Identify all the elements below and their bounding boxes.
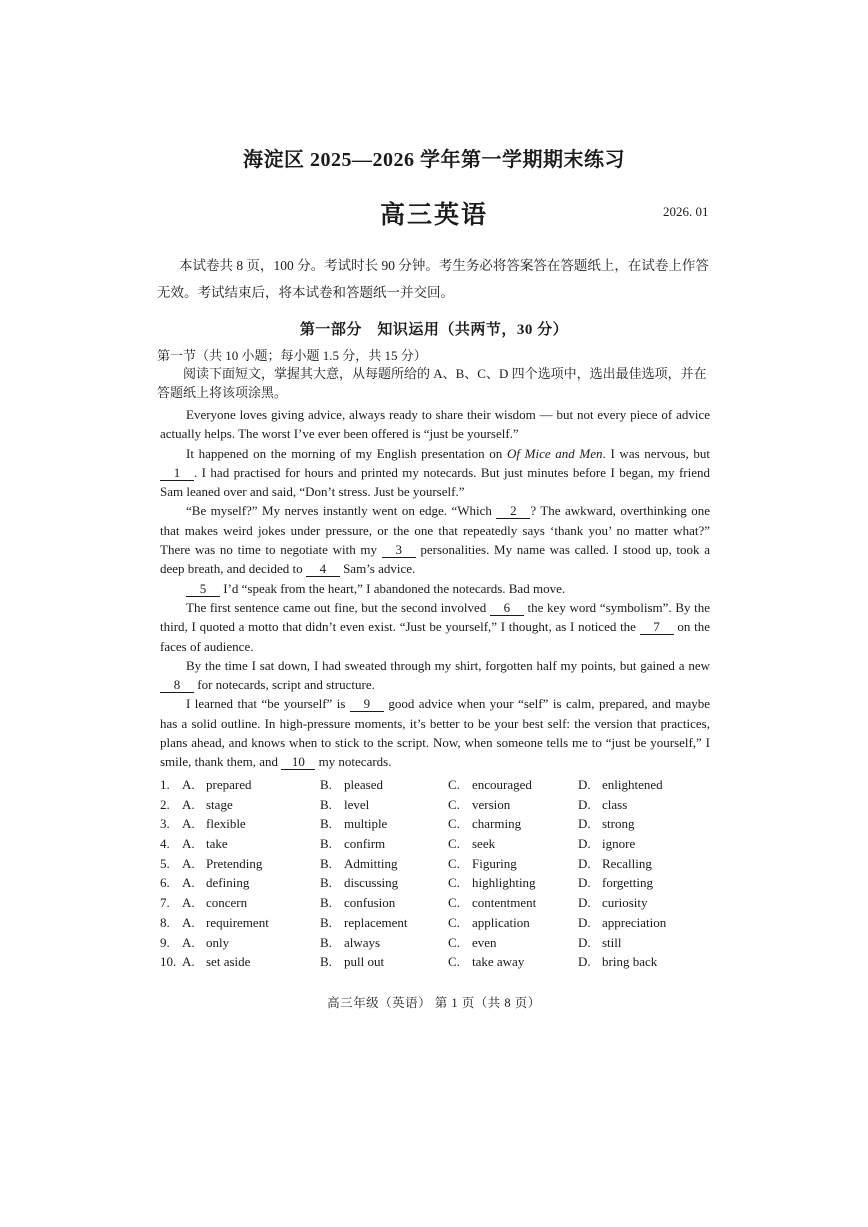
option-letter: C. (448, 934, 460, 950)
option-letter: B. (320, 954, 332, 970)
question-number: 6. (160, 875, 170, 891)
option-b (320, 895, 395, 911)
option-letter: C. (448, 816, 460, 832)
option-b (320, 935, 380, 951)
passage-paragraph: 5 I’d “speak from the heart,” I abandoned the notecards. Bad move. (160, 579, 710, 598)
option-letter: B. (320, 816, 332, 832)
option-letter: A. (182, 934, 195, 950)
option-text: highlighting (472, 875, 536, 891)
option-letter: B. (320, 934, 332, 950)
option-text: defining (206, 875, 250, 891)
passage-paragraph: “Be myself?” My nerves instantly went on edge. “Which 2 ? The awkward, overthinking one that makes weird jokes under pressure, or the one that repeatedly says ‘thank you’ no matter what?” There was no time to negotiate with my 3 personalities. My name was called. I stood up, took a deep breath, and decided to 4 Sam’s advice. (160, 503, 710, 577)
option-d (578, 954, 657, 970)
option-letter: D. (578, 954, 591, 970)
option-b (320, 915, 408, 931)
option-text: level (344, 796, 370, 812)
exam-title: 海淀区 2025—2026 学年第一学期期末练习 (243, 149, 625, 171)
blank-3: 3 (382, 543, 416, 558)
question-option-row (160, 954, 720, 974)
section-direction: 阅读下面短文，掌握其大意，从每题所给的 A、B、C、D 四个选项中，选出最佳选项，并在答题纸上将该项涂黑。 (157, 366, 707, 400)
question-option-row (160, 875, 720, 895)
option-letter: B. (320, 796, 332, 812)
option-text: set aside (206, 954, 251, 970)
option-a (182, 915, 269, 931)
question-number: 8. (160, 914, 170, 930)
option-text: Recalling (602, 855, 652, 871)
option-text: ignore (602, 836, 636, 852)
option-text: charming (472, 816, 522, 832)
option-letter: D. (578, 934, 591, 950)
option-text: strong (602, 816, 635, 832)
option-text: bring back (602, 954, 658, 970)
option-letter: C. (448, 836, 460, 852)
option-text: flexible (206, 816, 246, 832)
option-text: class (602, 796, 628, 812)
option-letter: A. (182, 895, 195, 911)
option-letter: D. (578, 895, 591, 911)
option-b (320, 777, 383, 793)
option-text: enlightened (602, 777, 663, 792)
blank-6: 6 (490, 601, 524, 616)
option-a (182, 816, 246, 832)
question-option-row (160, 856, 720, 876)
question-option-row (160, 797, 720, 817)
option-b (320, 954, 384, 970)
option-a (182, 935, 229, 951)
option-letter: A. (182, 777, 195, 792)
cloze-passage (160, 405, 710, 772)
blank-5: 5 (186, 582, 220, 597)
option-letter: B. (320, 855, 332, 871)
option-letter: D. (578, 777, 591, 792)
option-c (448, 915, 530, 931)
question-option-row (160, 915, 720, 935)
option-letter: D. (578, 816, 591, 832)
option-c (448, 875, 536, 891)
option-d (578, 797, 627, 813)
option-text: pleased (344, 777, 383, 792)
option-letter: A. (182, 914, 195, 930)
subject-title: 高三英语 (379, 202, 488, 229)
blank-8: 8 (160, 678, 194, 693)
option-letter: D. (578, 914, 591, 930)
option-letter: B. (320, 836, 332, 852)
question-option-row (160, 935, 720, 955)
option-c (448, 816, 521, 832)
option-c (448, 797, 510, 813)
option-text: forgetting (602, 875, 654, 891)
option-text: curiosity (602, 895, 648, 911)
option-d (578, 816, 635, 832)
option-a (182, 875, 249, 891)
option-text: version (472, 796, 511, 812)
question-option-row (160, 816, 720, 836)
option-letter: C. (448, 796, 460, 812)
option-letter: A. (182, 954, 195, 970)
option-text: prepared (206, 777, 252, 792)
option-d (578, 875, 653, 891)
passage-paragraph: The first sentence came out fine, but the second involved 6 the key word “symbolism”. By the third, I quoted a motto that didn’t even exist. “Just be yourself,” I thought, as I noticed the 7 on the faces of audience. (160, 599, 711, 654)
blank-10: 10 (281, 755, 315, 770)
question-number: 5. (160, 855, 170, 871)
option-text: discussing (344, 875, 399, 891)
option-letter: D. (578, 875, 591, 891)
option-letter: B. (320, 895, 332, 911)
blank-9: 9 (350, 697, 384, 712)
option-text: contentment (472, 895, 537, 911)
passage-paragraph: Everyone loves giving advice, always ready to share their wisdom — but not every piece of advice actually helps. The worst I’ve ever been offered is “just be yourself.” (160, 407, 710, 442)
option-letter: C. (448, 895, 460, 911)
question-number: 9. (160, 934, 170, 950)
question-option-row (160, 895, 720, 915)
option-text: replacement (344, 914, 408, 930)
option-text: concern (206, 895, 248, 911)
option-text: multiple (344, 816, 388, 832)
option-letter: C. (448, 914, 460, 930)
option-text: take (206, 836, 228, 852)
section-note: 第一节（共 10 小题；每小题 1.5 分，共 15 分） (157, 348, 427, 363)
blank-2: 2 (496, 504, 530, 519)
book-title: Of Mice and Men (506, 445, 603, 461)
option-b (320, 797, 369, 813)
passage-paragraph: I learned that “be yourself” is 9 good advice when your “self” is calm, prepared, and maybe has a solid outline. In high-pressure moments, it’s better to be your best self: the version that practices, plans ahead, and knows when to stick to the script. Now, when someone tells me to “just be yourself,” I smile, thank them, and 10 my notecards. (160, 696, 710, 770)
option-letter: C. (448, 777, 460, 792)
option-a (182, 954, 250, 970)
question-number: 2. (160, 796, 170, 812)
page-footer: 高三年级（英语） 第 1 页（共 8 页） (327, 996, 541, 1010)
passage-paragraph: It happened on the morning of my English presentation on Of Mice and Men. I was nervous, but 1 . I had practised for hours and printed my notecards. But just minutes before I began, my friend Sam leaned over and said, “Don’t stress. Just be yourself.” (160, 445, 710, 500)
question-option-row (160, 836, 720, 856)
question-number: 10. (160, 954, 177, 970)
option-d (578, 856, 652, 872)
option-letter: A. (182, 836, 195, 852)
option-c (448, 856, 517, 872)
question-option-row (160, 777, 720, 797)
option-d (578, 935, 622, 951)
option-text: still (602, 934, 622, 950)
question-number: 1. (160, 777, 170, 792)
option-letter: C. (448, 875, 460, 891)
option-letter: D. (578, 796, 591, 812)
option-b (320, 836, 385, 852)
blank-4: 4 (306, 562, 340, 577)
option-c (448, 895, 536, 911)
question-number: 7. (160, 895, 170, 911)
option-a (182, 895, 247, 911)
option-letter: B. (320, 914, 332, 930)
option-text: seek (472, 836, 496, 852)
option-b (320, 816, 387, 832)
option-c (448, 836, 495, 852)
option-text: appreciation (602, 914, 667, 930)
options-list (160, 777, 720, 974)
option-c (448, 935, 497, 951)
option-letter: A. (182, 855, 195, 871)
question-number: 3. (160, 816, 170, 832)
option-a (182, 836, 228, 852)
option-letter: C. (448, 855, 460, 871)
option-text: requirement (206, 914, 269, 930)
option-text: stage (206, 796, 233, 812)
blank-1: 1 (160, 466, 194, 481)
option-text: even (472, 934, 497, 950)
option-a (182, 777, 251, 793)
option-d (578, 895, 648, 911)
option-d (578, 777, 663, 793)
option-c (448, 954, 524, 970)
option-text: pull out (344, 954, 385, 970)
option-text: application (472, 914, 530, 930)
option-text: confusion (344, 895, 396, 911)
exam-date: 2026. 01 (663, 204, 709, 219)
question-number: 4. (160, 836, 170, 852)
option-d (578, 915, 666, 931)
option-c (448, 777, 532, 793)
option-letter: C. (448, 954, 460, 970)
option-letter: D. (578, 855, 591, 871)
option-letter: B. (320, 875, 332, 891)
option-a (182, 856, 262, 872)
option-a (182, 797, 233, 813)
passage-paragraph: By the time I sat down, I had sweated through my shirt, forgotten half my points, but gained a new 8 for notecards, script and structure. (160, 656, 710, 695)
part-heading: 第一部分 知识运用（共两节，30 分） (299, 322, 569, 338)
option-letter: D. (578, 836, 591, 852)
option-b (320, 875, 398, 891)
option-text: Figuring (472, 855, 517, 871)
option-text: always (344, 934, 381, 950)
blank-7: 7 (640, 620, 674, 635)
option-text: confirm (344, 836, 386, 852)
option-letter: A. (182, 816, 195, 832)
option-letter: A. (182, 875, 195, 891)
option-b (320, 856, 397, 872)
option-text: only (206, 934, 230, 950)
option-text: Admitting (344, 855, 398, 871)
option-letter: B. (320, 777, 332, 792)
option-d (578, 836, 635, 852)
option-letter: A. (182, 796, 195, 812)
exam-instructions: 本试卷共 8 页，100 分。考试时长 90 分钟。考生务必将答案答在答题纸上，在试卷上作答无效。考试结束后，将本试卷和答题纸一并交回。 (157, 258, 709, 300)
option-text: take away (472, 954, 525, 970)
option-text: encouraged (472, 777, 532, 792)
option-text: Pretending (206, 855, 263, 871)
